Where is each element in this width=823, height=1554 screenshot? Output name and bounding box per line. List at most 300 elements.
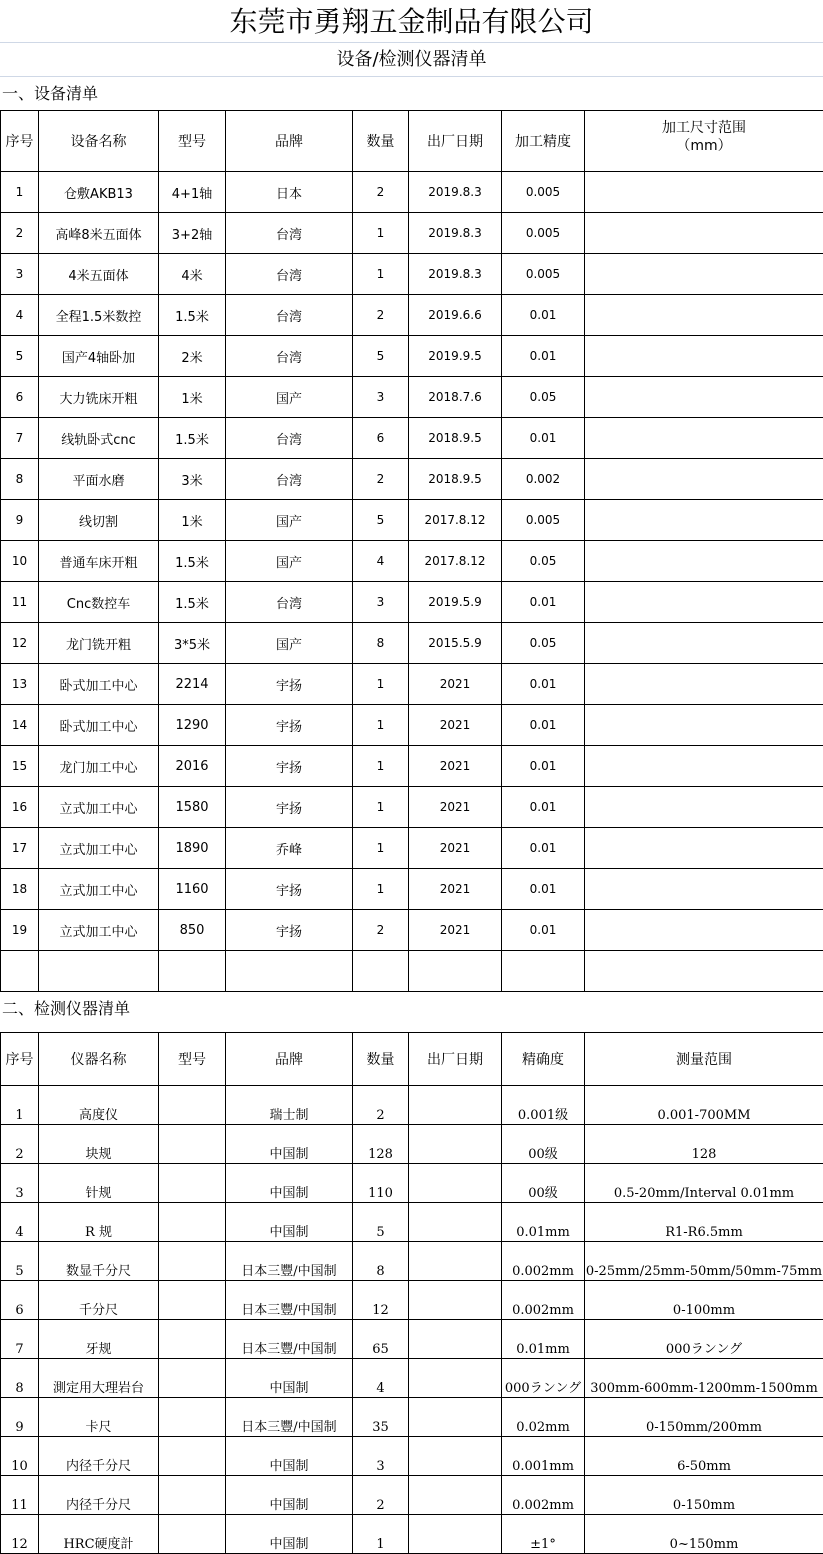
cell-model: 1米 — [159, 377, 226, 418]
cell-name: 龙门铣开粗 — [39, 623, 159, 664]
cell-index: 6 — [1, 377, 39, 418]
col-header-range-label: 加工尺寸范围 — [585, 119, 823, 137]
cell-name: 4米五面体 — [39, 254, 159, 295]
cell-range — [585, 377, 823, 418]
col-header-date: 出厂日期 — [409, 1033, 502, 1086]
cell-index: 12 — [1, 1515, 39, 1554]
cell-name: 高度仪 — [39, 1086, 159, 1125]
cell-name: 针规 — [39, 1164, 159, 1203]
cell-brand: 台湾 — [226, 336, 353, 377]
cell-quantity: 12 — [353, 1281, 409, 1320]
table-row — [1, 336, 823, 377]
table-row — [1, 705, 823, 746]
cell-date: 2018.7.6 — [409, 377, 502, 418]
cell-brand: 台湾 — [226, 254, 353, 295]
cell-name: 线切割 — [39, 500, 159, 541]
cell-brand: 台湾 — [226, 582, 353, 623]
cell-date: 2021 — [409, 664, 502, 705]
cell-quantity: 1 — [353, 1515, 409, 1554]
cell-model: 850 — [159, 910, 226, 951]
cell-brand: 国产 — [226, 541, 353, 582]
cell-measure-range: 6-50mm — [585, 1437, 823, 1476]
cell-quantity: 1 — [353, 828, 409, 869]
table-row — [1, 828, 823, 869]
cell-measure-range: 0.5-20mm/Interval 0.01mm — [585, 1164, 823, 1203]
table-row — [1, 1086, 823, 1125]
table-row — [1, 1515, 823, 1554]
cell-range — [585, 582, 823, 623]
cell-measure-range: 128 — [585, 1125, 823, 1164]
cell-date: 2015.5.9 — [409, 623, 502, 664]
cell-range — [585, 623, 823, 664]
table-row — [1, 254, 823, 295]
cell-name: 高峰8米五面体 — [39, 213, 159, 254]
equipment-header-row — [1, 111, 823, 172]
cell-accuracy: 0.002mm — [502, 1242, 585, 1281]
table-row — [1, 541, 823, 582]
cell-index: 5 — [1, 336, 39, 377]
cell-brand: 中国制 — [226, 1203, 353, 1242]
equipment-table-body — [1, 172, 823, 992]
cell-measure-range: 300mm-600mm-1200mm-1500mm — [585, 1359, 823, 1398]
cell-name: 立式加工中心 — [39, 787, 159, 828]
cell-date: 2019.8.3 — [409, 172, 502, 213]
cell-quantity: 3 — [353, 582, 409, 623]
cell-brand: 国产 — [226, 500, 353, 541]
cell-name: 平面水磨 — [39, 459, 159, 500]
cell-date — [409, 1164, 502, 1203]
table-row — [1, 582, 823, 623]
cell-name: 数显千分尺 — [39, 1242, 159, 1281]
cell-name: Cnc数控车 — [39, 582, 159, 623]
cell-name: 卧式加工中心 — [39, 664, 159, 705]
cell-index: 2 — [1, 1125, 39, 1164]
cell-brand: 台湾 — [226, 459, 353, 500]
cell-date — [409, 1242, 502, 1281]
cell-brand: 宇扬 — [226, 746, 353, 787]
cell-name: 千分尺 — [39, 1281, 159, 1320]
cell-measure-range: R1-R6.5mm — [585, 1203, 823, 1242]
cell-name: 仓敷AKB13 — [39, 172, 159, 213]
cell-range — [585, 746, 823, 787]
table-row — [1, 746, 823, 787]
cell-quantity: 1 — [353, 746, 409, 787]
cell-date: 2021 — [409, 828, 502, 869]
cell-quantity: 8 — [353, 623, 409, 664]
cell-brand: 日本 — [226, 172, 353, 213]
col-header-measure-range: 测量范围 — [585, 1033, 823, 1086]
cell-brand: 中国制 — [226, 1164, 353, 1203]
cell-index: 7 — [1, 418, 39, 459]
cell-date: 2021 — [409, 746, 502, 787]
table-row — [1, 623, 823, 664]
equipment-section-title: 一、设备清单 — [0, 77, 823, 111]
cell-model: 1290 — [159, 705, 226, 746]
cell-model: 1.5米 — [159, 541, 226, 582]
cell-quantity: 8 — [353, 1242, 409, 1281]
cell-name: 国产4轴卧加 — [39, 336, 159, 377]
cell-date — [409, 1320, 502, 1359]
cell-quantity: 5 — [353, 336, 409, 377]
cell-quantity: 2 — [353, 1476, 409, 1515]
cell-brand: 中国制 — [226, 1125, 353, 1164]
cell-date: 2021 — [409, 869, 502, 910]
cell-range — [585, 869, 823, 910]
cell-quantity: 5 — [353, 1203, 409, 1242]
cell-range — [585, 254, 823, 295]
cell-model: 3米 — [159, 459, 226, 500]
instrument-header-row — [1, 1033, 823, 1086]
cell-index: 9 — [1, 1398, 39, 1437]
cell-model — [159, 1086, 226, 1125]
cell-model: 2米 — [159, 336, 226, 377]
cell-brand: 中国制 — [226, 1476, 353, 1515]
table-row — [1, 1242, 823, 1281]
cell-model: 1米 — [159, 500, 226, 541]
cell-date — [409, 1281, 502, 1320]
company-name: 东莞市勇翔五金制品有限公司 — [0, 0, 823, 43]
cell-accuracy: 000ランング — [502, 1359, 585, 1398]
cell-range — [585, 951, 823, 992]
table-row — [1, 1203, 823, 1242]
cell-index: 3 — [1, 254, 39, 295]
col-header-accuracy: 精确度 — [502, 1033, 585, 1086]
cell-range — [585, 336, 823, 377]
cell-range — [585, 787, 823, 828]
cell-range — [585, 213, 823, 254]
cell-brand: 中国制 — [226, 1437, 353, 1476]
cell-date: 2017.8.12 — [409, 500, 502, 541]
cell-brand: 日本三豐/中国制 — [226, 1281, 353, 1320]
cell-quantity: 3 — [353, 377, 409, 418]
table-row — [1, 459, 823, 500]
instrument-table-body — [1, 1086, 823, 1554]
table-row — [1, 1164, 823, 1203]
table-row — [1, 500, 823, 541]
cell-quantity: 2 — [353, 1086, 409, 1125]
table-row — [1, 869, 823, 910]
cell-precision: 0.002 — [502, 459, 585, 500]
cell-date — [409, 1086, 502, 1125]
table-row — [1, 295, 823, 336]
cell-name: 立式加工中心 — [39, 869, 159, 910]
cell-date — [409, 1125, 502, 1164]
cell-accuracy: 0.001mm — [502, 1437, 585, 1476]
cell-brand: 台湾 — [226, 213, 353, 254]
instrument-section-title: 二、检测仪器清单 — [0, 992, 823, 1026]
cell-precision: 0.005 — [502, 254, 585, 295]
cell-quantity: 1 — [353, 869, 409, 910]
table-row — [1, 1320, 823, 1359]
cell-model: 1.5米 — [159, 418, 226, 459]
cell-quantity: 1 — [353, 254, 409, 295]
cell-name: 牙规 — [39, 1320, 159, 1359]
cell-date: 2018.9.5 — [409, 459, 502, 500]
cell-measure-range: 0-25mm/25mm-50mm/50mm-75mm — [585, 1242, 823, 1281]
col-header-name: 设备名称 — [39, 111, 159, 172]
cell-quantity: 2 — [353, 910, 409, 951]
cell-model — [159, 1203, 226, 1242]
document-title: 设备/检测仪器清单 — [0, 43, 823, 77]
cell-model: 4+1轴 — [159, 172, 226, 213]
cell-quantity: 65 — [353, 1320, 409, 1359]
table-row — [1, 1437, 823, 1476]
cell-brand: 乔峰 — [226, 828, 353, 869]
cell-name — [39, 951, 159, 992]
cell-model: 2016 — [159, 746, 226, 787]
cell-index: 16 — [1, 787, 39, 828]
cell-index: 15 — [1, 746, 39, 787]
cell-name: 块规 — [39, 1125, 159, 1164]
col-header-quantity: 数量 — [353, 111, 409, 172]
cell-date: 2019.8.3 — [409, 254, 502, 295]
col-header-range — [585, 111, 823, 172]
cell-quantity: 2 — [353, 295, 409, 336]
cell-index: 11 — [1, 582, 39, 623]
cell-brand — [226, 951, 353, 992]
cell-date: 2021 — [409, 705, 502, 746]
cell-precision: 0.05 — [502, 377, 585, 418]
cell-name: 全程1.5米数控 — [39, 295, 159, 336]
col-header-model: 型号 — [159, 111, 226, 172]
cell-model: 1160 — [159, 869, 226, 910]
cell-index: 12 — [1, 623, 39, 664]
cell-name: 普通车床开粗 — [39, 541, 159, 582]
col-header-date: 出厂日期 — [409, 111, 502, 172]
cell-model: 1890 — [159, 828, 226, 869]
cell-brand: 台湾 — [226, 295, 353, 336]
cell-measure-range: 0~150mm — [585, 1515, 823, 1554]
table-row — [1, 1281, 823, 1320]
cell-index: 2 — [1, 213, 39, 254]
col-header-brand: 品牌 — [226, 111, 353, 172]
col-header-precision: 加工精度 — [502, 111, 585, 172]
cell-model: 3+2轴 — [159, 213, 226, 254]
table-row — [1, 1398, 823, 1437]
cell-index: 14 — [1, 705, 39, 746]
cell-precision: 0.01 — [502, 828, 585, 869]
cell-precision: 0.05 — [502, 541, 585, 582]
cell-model — [159, 1242, 226, 1281]
cell-brand: 中国制 — [226, 1359, 353, 1398]
cell-index: 4 — [1, 1203, 39, 1242]
cell-brand: 日本三豐/中国制 — [226, 1320, 353, 1359]
cell-date — [409, 1476, 502, 1515]
cell-precision: 0.01 — [502, 705, 585, 746]
cell-index: 10 — [1, 1437, 39, 1476]
cell-brand: 国产 — [226, 623, 353, 664]
cell-brand: 宇扬 — [226, 910, 353, 951]
cell-model — [159, 1476, 226, 1515]
cell-brand: 国产 — [226, 377, 353, 418]
cell-range — [585, 828, 823, 869]
cell-measure-range: 0-150mm — [585, 1476, 823, 1515]
cell-accuracy: ±1° — [502, 1515, 585, 1554]
cell-index: 7 — [1, 1320, 39, 1359]
cell-index: 3 — [1, 1164, 39, 1203]
cell-date: 2018.9.5 — [409, 418, 502, 459]
cell-quantity: 110 — [353, 1164, 409, 1203]
cell-quantity: 6 — [353, 418, 409, 459]
table-row — [1, 787, 823, 828]
cell-brand: 台湾 — [226, 418, 353, 459]
col-header-name: 仪器名称 — [39, 1033, 159, 1086]
cell-quantity: 2 — [353, 172, 409, 213]
cell-range — [585, 459, 823, 500]
cell-precision: 0.01 — [502, 336, 585, 377]
cell-date: 2017.8.12 — [409, 541, 502, 582]
cell-precision: 0.01 — [502, 910, 585, 951]
table-row — [1, 951, 823, 992]
cell-model — [159, 1320, 226, 1359]
cell-accuracy: 0.002mm — [502, 1476, 585, 1515]
cell-range — [585, 295, 823, 336]
cell-model — [159, 951, 226, 992]
cell-model — [159, 1164, 226, 1203]
cell-quantity: 1 — [353, 787, 409, 828]
cell-quantity: 1 — [353, 705, 409, 746]
cell-precision: 0.01 — [502, 869, 585, 910]
table-row — [1, 172, 823, 213]
cell-name: 线轨卧式cnc — [39, 418, 159, 459]
cell-model — [159, 1515, 226, 1554]
cell-date — [409, 1398, 502, 1437]
cell-name: 大力铣床开粗 — [39, 377, 159, 418]
cell-quantity — [353, 951, 409, 992]
cell-date — [409, 951, 502, 992]
cell-name: R 规 — [39, 1203, 159, 1242]
table-row — [1, 1125, 823, 1164]
cell-index: 10 — [1, 541, 39, 582]
cell-range — [585, 541, 823, 582]
cell-date: 2019.8.3 — [409, 213, 502, 254]
table-row — [1, 1476, 823, 1515]
cell-quantity: 1 — [353, 213, 409, 254]
cell-name: 卡尺 — [39, 1398, 159, 1437]
cell-brand: 宇扬 — [226, 664, 353, 705]
cell-model — [159, 1398, 226, 1437]
cell-index: 9 — [1, 500, 39, 541]
cell-range — [585, 172, 823, 213]
cell-index: 17 — [1, 828, 39, 869]
cell-name: 内径千分尺 — [39, 1476, 159, 1515]
cell-measure-range: 000ランング — [585, 1320, 823, 1359]
cell-index: 5 — [1, 1242, 39, 1281]
cell-index: 18 — [1, 869, 39, 910]
cell-index: 1 — [1, 1086, 39, 1125]
cell-precision: 0.005 — [502, 500, 585, 541]
instrument-table — [0, 1032, 823, 1554]
cell-model: 4米 — [159, 254, 226, 295]
table-row — [1, 213, 823, 254]
cell-accuracy: 00级 — [502, 1164, 585, 1203]
cell-quantity: 2 — [353, 459, 409, 500]
cell-brand: 宇扬 — [226, 787, 353, 828]
cell-index: 8 — [1, 459, 39, 500]
cell-model — [159, 1437, 226, 1476]
cell-quantity: 4 — [353, 541, 409, 582]
col-header-index: 序号 — [1, 1033, 39, 1086]
cell-precision — [502, 951, 585, 992]
cell-quantity: 35 — [353, 1398, 409, 1437]
cell-quantity: 5 — [353, 500, 409, 541]
cell-precision: 0.01 — [502, 787, 585, 828]
cell-date: 2019.5.9 — [409, 582, 502, 623]
cell-date: 2019.9.5 — [409, 336, 502, 377]
cell-measure-range: 0.001-700MM — [585, 1086, 823, 1125]
cell-precision: 0.01 — [502, 664, 585, 705]
cell-model: 1.5米 — [159, 582, 226, 623]
cell-quantity: 3 — [353, 1437, 409, 1476]
cell-index: 1 — [1, 172, 39, 213]
cell-date — [409, 1203, 502, 1242]
cell-index: 4 — [1, 295, 39, 336]
cell-index: 6 — [1, 1281, 39, 1320]
cell-name: 内径千分尺 — [39, 1437, 159, 1476]
cell-precision: 0.01 — [502, 582, 585, 623]
cell-index: 13 — [1, 664, 39, 705]
cell-brand: 日本三豐/中国制 — [226, 1398, 353, 1437]
col-header-range-unit: （mm） — [585, 137, 823, 155]
cell-index: 8 — [1, 1359, 39, 1398]
cell-index: 19 — [1, 910, 39, 951]
cell-brand: 瑞士制 — [226, 1086, 353, 1125]
cell-range — [585, 910, 823, 951]
cell-range — [585, 705, 823, 746]
cell-name: HRC硬度計 — [39, 1515, 159, 1554]
cell-name: 立式加工中心 — [39, 910, 159, 951]
cell-date — [409, 1515, 502, 1554]
cell-model: 1.5米 — [159, 295, 226, 336]
cell-accuracy: 0.01mm — [502, 1320, 585, 1359]
cell-quantity: 4 — [353, 1359, 409, 1398]
cell-model: 3*5米 — [159, 623, 226, 664]
cell-quantity: 128 — [353, 1125, 409, 1164]
cell-brand: 中国制 — [226, 1515, 353, 1554]
cell-range — [585, 664, 823, 705]
cell-accuracy: 0.002mm — [502, 1281, 585, 1320]
cell-brand: 宇扬 — [226, 869, 353, 910]
cell-measure-range: 0-150mm/200mm — [585, 1398, 823, 1437]
cell-name: 立式加工中心 — [39, 828, 159, 869]
cell-quantity: 1 — [353, 664, 409, 705]
col-header-brand: 品牌 — [226, 1033, 353, 1086]
table-row — [1, 418, 823, 459]
cell-date — [409, 1437, 502, 1476]
cell-precision: 0.005 — [502, 213, 585, 254]
table-row — [1, 1359, 823, 1398]
col-header-quantity: 数量 — [353, 1033, 409, 1086]
cell-model — [159, 1281, 226, 1320]
cell-model: 1580 — [159, 787, 226, 828]
cell-brand: 日本三豐/中国制 — [226, 1242, 353, 1281]
cell-name: 卧式加工中心 — [39, 705, 159, 746]
cell-name: 測定用大理岩台 — [39, 1359, 159, 1398]
cell-precision: 0.01 — [502, 746, 585, 787]
cell-precision: 0.05 — [502, 623, 585, 664]
cell-date: 2021 — [409, 787, 502, 828]
cell-name: 龙门加工中心 — [39, 746, 159, 787]
cell-model — [159, 1359, 226, 1398]
cell-precision: 0.01 — [502, 418, 585, 459]
cell-accuracy: 0.001级 — [502, 1086, 585, 1125]
col-header-model: 型号 — [159, 1033, 226, 1086]
cell-model: 2214 — [159, 664, 226, 705]
table-row — [1, 910, 823, 951]
cell-accuracy: 0.02mm — [502, 1398, 585, 1437]
cell-accuracy: 00级 — [502, 1125, 585, 1164]
cell-date: 2021 — [409, 910, 502, 951]
